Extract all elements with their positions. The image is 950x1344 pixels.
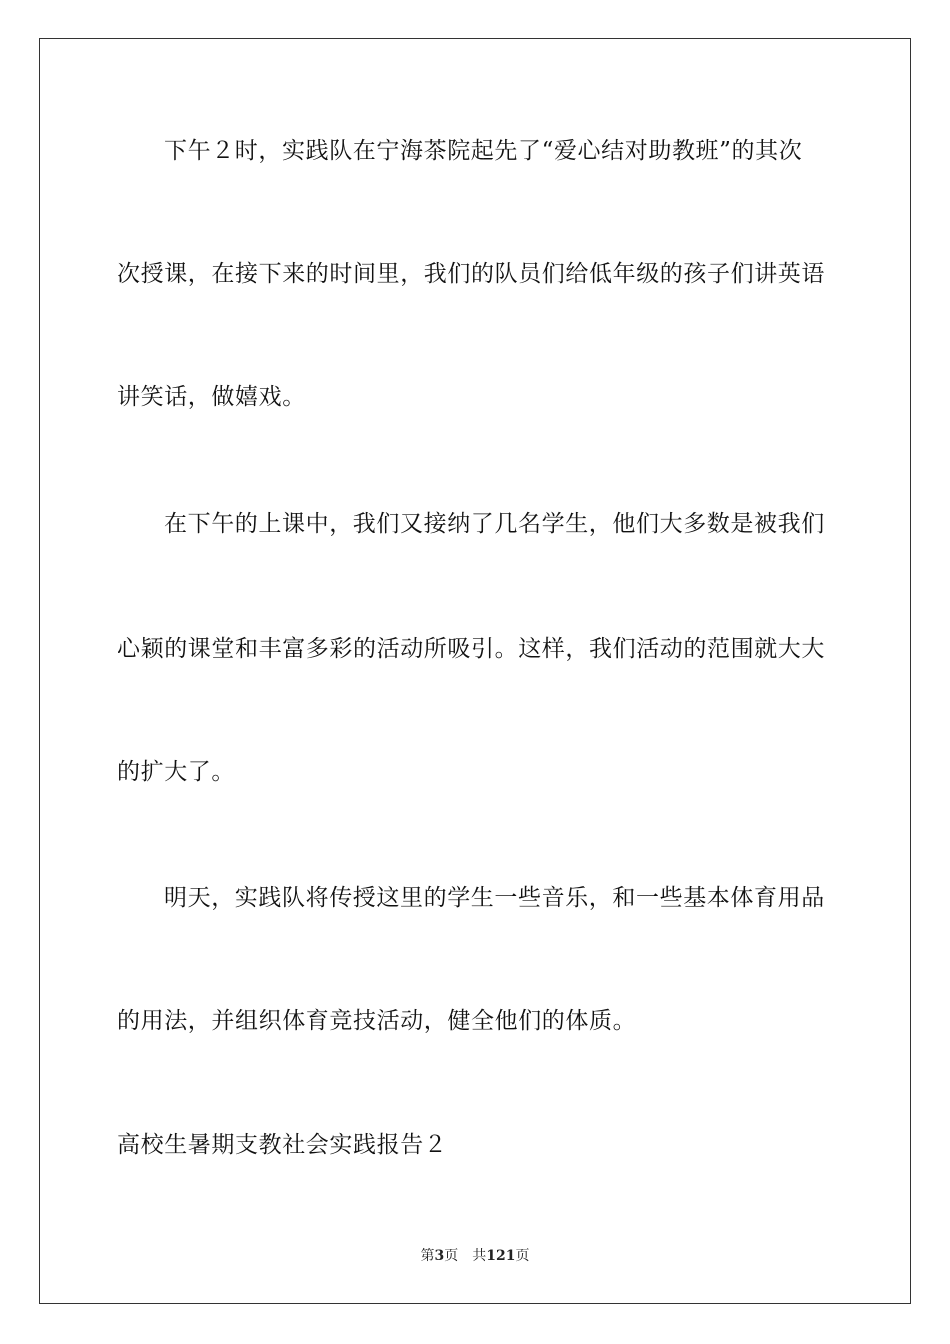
footer-total-prefix: 共 <box>472 1248 487 1264</box>
paragraph-2-line-1: 在下午的上课中，我们又接纳了几名学生，他们大多数是被我们 <box>164 511 825 537</box>
footer-total-pages: 121 <box>486 1248 516 1264</box>
page-border <box>39 38 911 1304</box>
paragraph-3-line-1: 明天，实践队将传授这里的学生一些音乐，和一些基本体育用品 <box>164 885 825 911</box>
paragraph-3-line-2: 的用法，并组织体育竞技活动，健全他们的体质。 <box>117 1008 637 1034</box>
footer-page-number: 3 <box>434 1248 445 1264</box>
paragraph-2-line-3: 的扩大了。 <box>117 759 235 785</box>
paragraph-1-line-1: 下午２时，实践队在宁海茶院起先了“爱心结对助教班”的其次 <box>164 138 803 164</box>
paragraph-1-line-3: 讲笑话，做嬉戏。 <box>117 384 306 410</box>
paragraph-2-line-2: 心颖的课堂和丰富多彩的活动所吸引。这样，我们活动的范围就大大 <box>117 636 825 662</box>
footer-total-suffix: 页 <box>515 1248 530 1264</box>
paragraph-1-line-2: 次授课，在接下来的时间里，我们的队员们给低年级的孩子们讲英语 <box>117 261 825 287</box>
footer-page-suffix: 页 <box>444 1248 459 1264</box>
section-heading: 高校生暑期支教社会实践报告２ <box>117 1132 448 1158</box>
page-footer <box>0 1246 950 1266</box>
footer-prefix: 第 <box>420 1248 435 1264</box>
